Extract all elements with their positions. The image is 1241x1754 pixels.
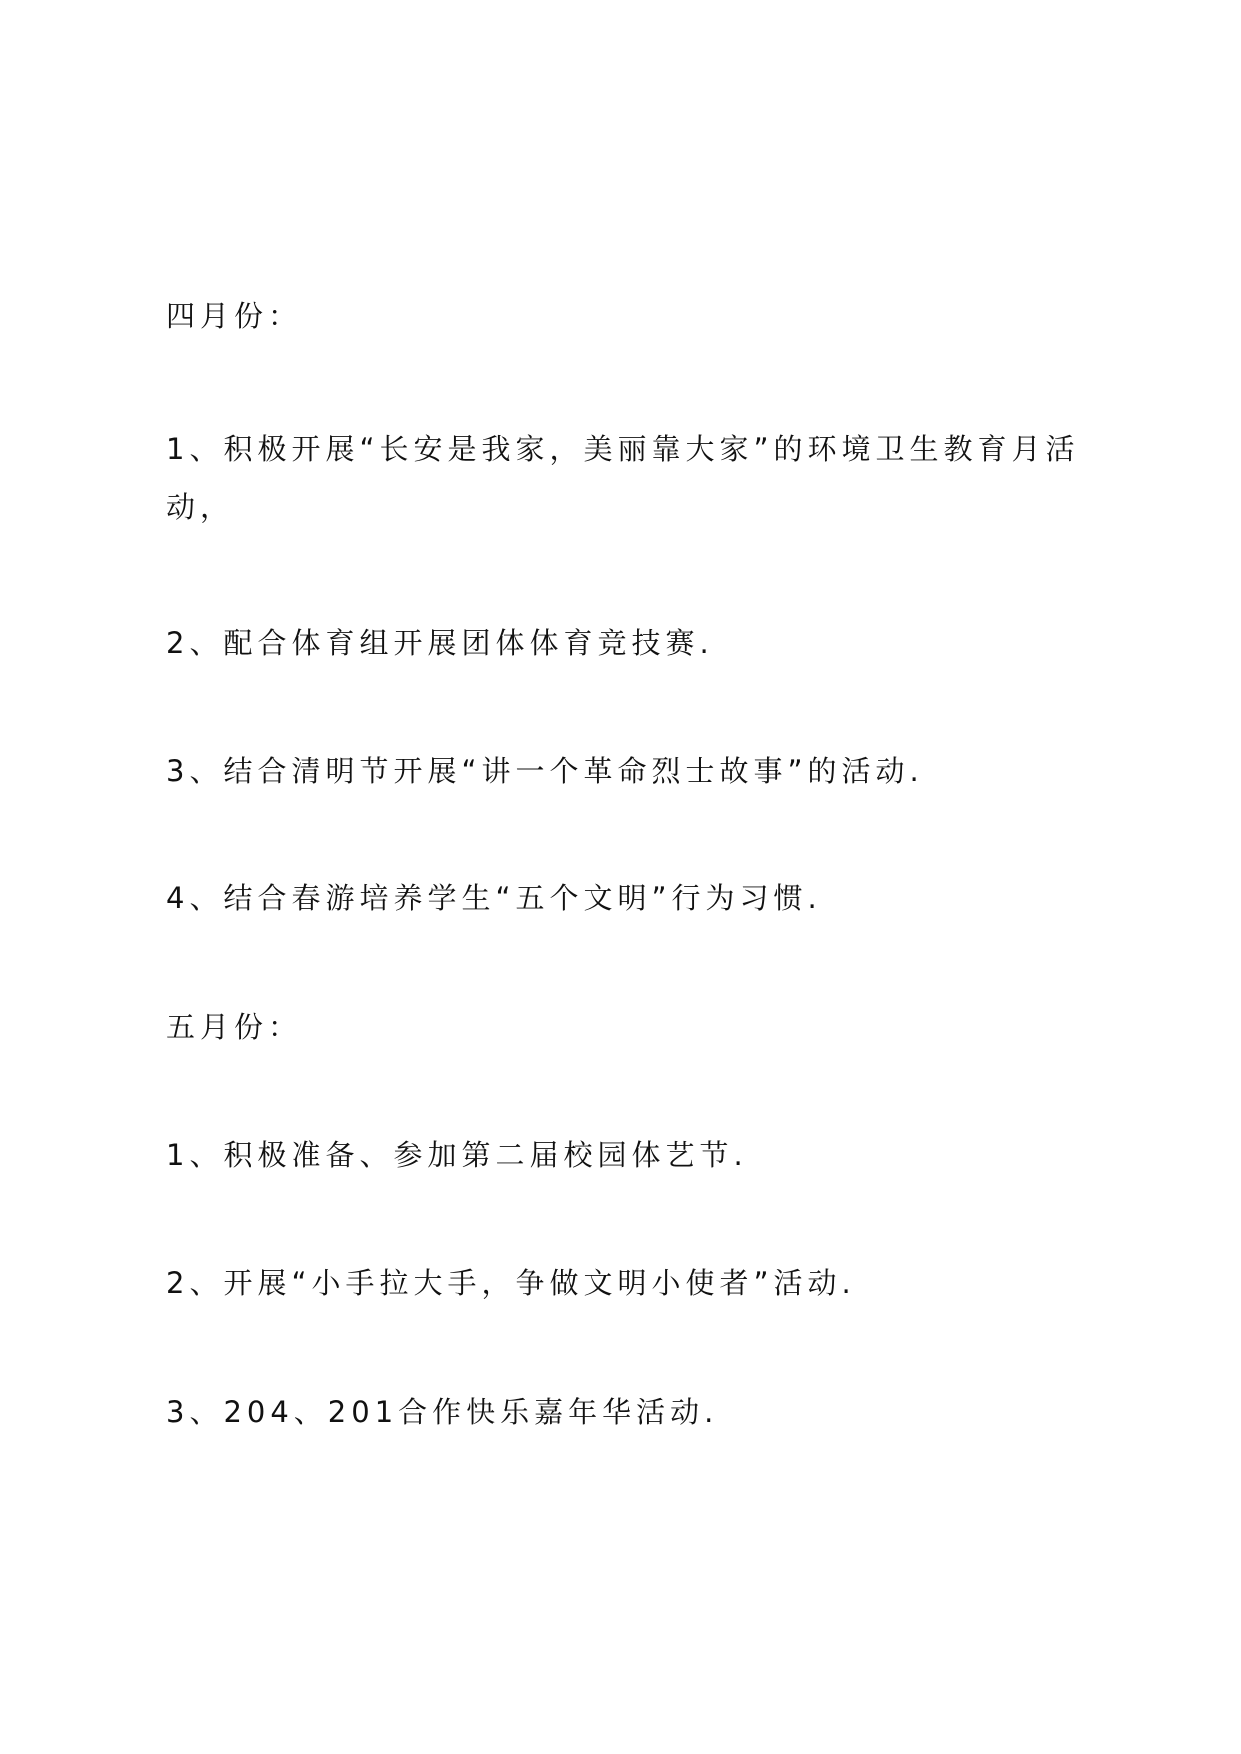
may-item-3: 3、204、201合作快乐嘉年华活动. <box>166 1395 719 1429</box>
april-item-4: 4、结合春游培养学生“五个文明”行为习惯. <box>166 881 822 915</box>
may-heading: 五月份： <box>166 1010 303 1044</box>
april-item-2: 2、配合体育组开展团体体育竞技赛. <box>166 626 714 660</box>
may-item-2: 2、开展“小手拉大手，争做文明小使者”活动. <box>166 1266 856 1300</box>
april-heading: 四月份： <box>166 299 303 333</box>
april-item-1: 1、积极开展“长安是我家，美丽靠大家”的环境卫生教育月活动， <box>166 432 1080 524</box>
april-item-3: 3、结合清明节开展“讲一个革命烈士故事”的活动. <box>166 754 924 788</box>
may-item-1: 1、积极准备、参加第二届校园体艺节. <box>166 1138 748 1172</box>
